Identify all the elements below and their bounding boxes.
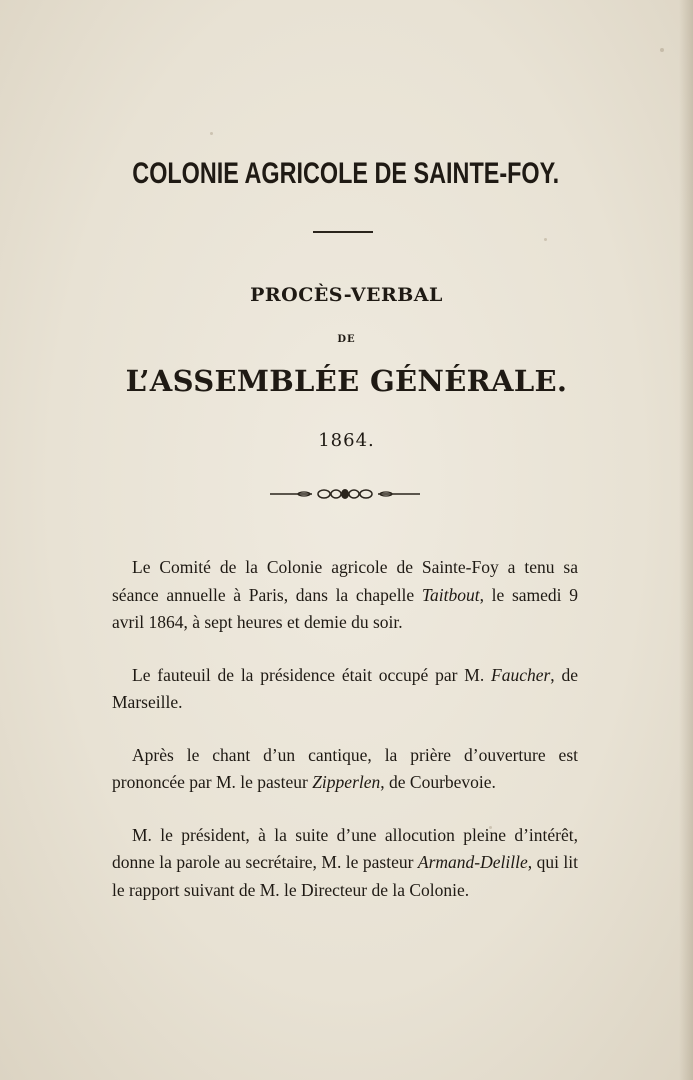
document-year: 1864. <box>318 430 375 451</box>
italic-name: Taitbout <box>421 584 480 605</box>
paragraph-text: , qui lit le rapport suivant de M. le Directeur de la Colonie. <box>112 852 578 900</box>
paragraph <box>112 662 578 717</box>
page-edge-shadow <box>679 0 693 1080</box>
paragraph-text: M. le président, à la suite d’une allocution pleine d’intérêt, donne la parole au secrétaire, M. le pasteur <box>112 824 578 872</box>
paragraph-text: Après le chant d’un cantique, la prière d’ouverture est prononcée par M. le pasteur <box>112 744 578 792</box>
paper-speck <box>210 132 213 135</box>
document-title: COLONIE AGRICOLE DE SAINTE-FOY. <box>132 157 560 190</box>
body-text <box>112 554 578 929</box>
paragraph-text: Le Comité de la Colonie agricole de Sainte-Foy a tenu sa séance annuelle à Paris, dans la chapelle <box>112 557 578 605</box>
assembly-heading: L’ASSEMBLÉE GÉNÉRALE. <box>125 364 568 398</box>
title-rule <box>313 231 373 233</box>
ornamental-divider-icon <box>270 486 420 502</box>
connector-word: DE <box>337 334 356 345</box>
italic-name: Faucher <box>491 664 551 685</box>
paragraph-text: , de Courbevoie. <box>380 772 496 792</box>
paragraph <box>112 822 578 905</box>
paper-speck <box>544 238 547 241</box>
italic-name: Armand-Delille <box>417 852 528 872</box>
document-subtitle: PROCÈS-VERBAL <box>250 284 443 306</box>
paragraph-text: , de Marseille. <box>112 664 578 712</box>
paragraph <box>112 742 578 797</box>
paragraph <box>112 554 578 637</box>
paragraph-text: , le samedi 9 avril 1864, à sept heures et demie du soir. <box>112 584 578 632</box>
paper-speck <box>660 48 664 52</box>
italic-name: Zipperlen <box>312 772 381 792</box>
paragraph-text: Le fauteuil de la présidence était occupé par M. <box>132 664 491 685</box>
